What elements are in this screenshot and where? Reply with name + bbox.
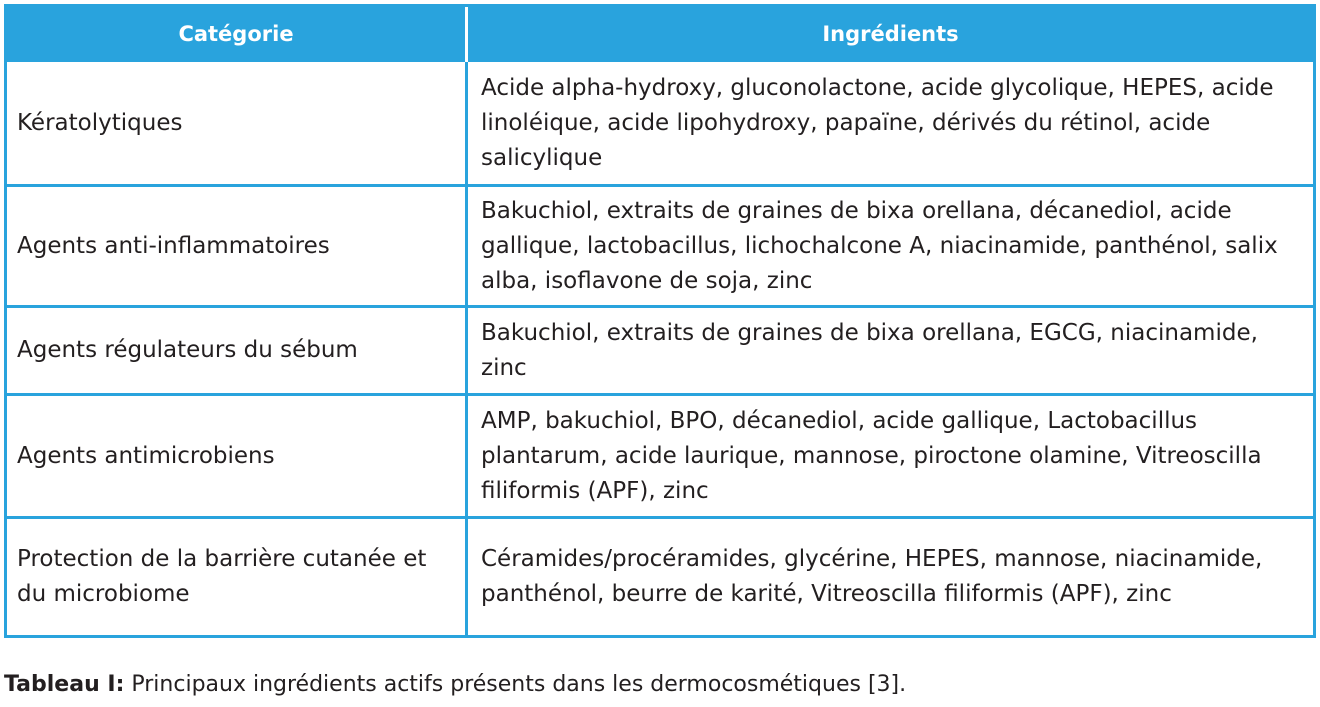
table-row <box>7 519 1313 635</box>
row-category: Agents régulateurs du sébum <box>17 337 358 363</box>
table-header <box>7 7 1313 62</box>
table-caption <box>4 672 906 697</box>
row-ingredients: Bakuchiol, extraits de graines de bixa orellana, EGCG, niacinamide, zinc <box>481 319 1258 381</box>
row-ingredients: Céramides/procéramides, glycérine, HEPES, mannose, niacinamide, panthénol, beurre de karité, Vitreoscilla filiformis (APF), zinc <box>481 546 1263 607</box>
row-category: Protection de la barrière cutanée et du microbiome <box>17 546 427 607</box>
header-category: Catégorie <box>178 22 294 46</box>
row-ingredients: Acide alpha-hydroxy, gluconolactone, acide glycolique, HEPES, acide linoléique, acide lipohydroxy, papaïne, dérivés du rétinol, acide salicylique <box>481 74 1274 171</box>
table-row <box>7 396 1313 516</box>
caption-text: Principaux ingrédients actifs présents dans les dermocosmétiques [3]. <box>124 672 907 697</box>
row-category: Agents anti-inflammatoires <box>17 232 330 259</box>
table-row <box>7 187 1313 305</box>
caption-label: Tableau I: <box>4 672 125 697</box>
table-row <box>7 62 1313 184</box>
row-category: Kératolytiques <box>17 109 183 136</box>
row-category: Agents antimicrobiens <box>17 442 275 469</box>
header-ingredients: Ingrédients <box>822 22 959 46</box>
table-row <box>7 308 1313 393</box>
ingredients-table <box>4 4 1316 638</box>
row-ingredients: AMP, bakuchiol, BPO, décanediol, acide gallique, Lactobacillus plantarum, acide laurique, mannose, piroctone olamine, Vitreoscilla filiformis (APF), zinc <box>481 407 1262 504</box>
row-ingredients: Bakuchiol, extraits de graines de bixa orellana, décanediol, acide gallique, lactobacillus, lichochalcone A, niacinamide, panthénol, salix alba, isoflavone de soja, zinc <box>481 197 1278 294</box>
header-divider <box>465 7 468 62</box>
